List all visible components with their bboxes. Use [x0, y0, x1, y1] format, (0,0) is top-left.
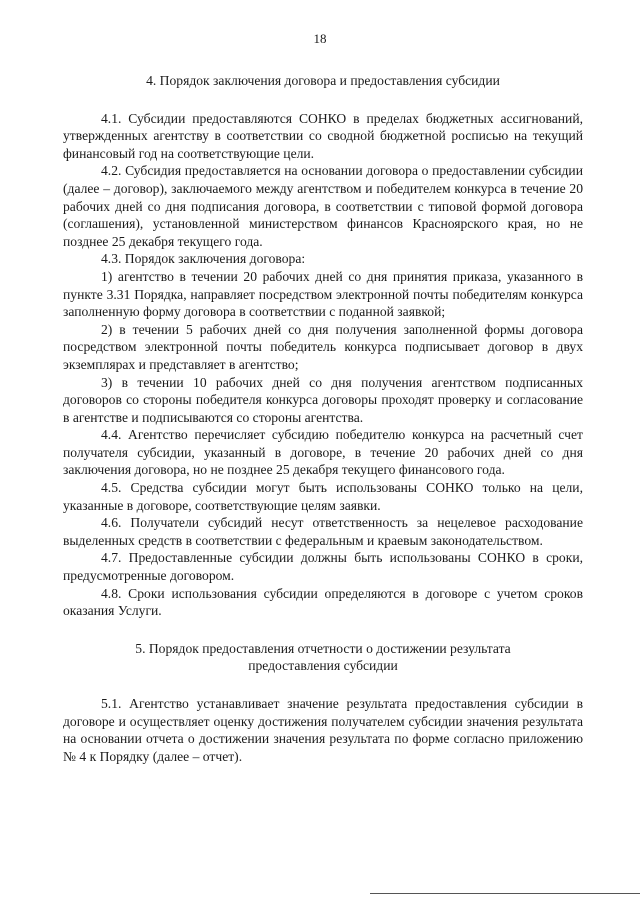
- paragraph-4-4: 4.4. Агентство перечисляет субсидию победителю конкурса на расчетный счет получателя субсидии, указанный в договоре, в течение 20 рабочих дней со дня заключения договора, но не позднее 25 декабря текущего финансового года.: [63, 427, 583, 478]
- section-5-title-line-1: 5. Порядок предоставления отчетности о достижении результата: [135, 640, 511, 656]
- section-4-body: [63, 110, 583, 620]
- paragraph-4-3: 4.3. Порядок заключения договора:: [101, 251, 306, 267]
- page-number: 18: [313, 31, 327, 46]
- paragraph-4-1: 4.1. Субсидии предоставляются СОНКО в пределах бюджетных ассигнований, утвержденных агентству в соответствии со сводной бюджетной росписью на текущий финансовый год на соответствующие цели.: [63, 110, 583, 161]
- paragraph-4-7: 4.7. Предоставленные субсидии должны быть использованы СОНКО в сроки, предусмотренные договором.: [63, 550, 583, 584]
- paragraph-4-2: 4.2. Субсидия предоставляется на основании договора о предоставлении субсидии (далее – договор), заключаемого между агентством и победителем конкурса в течение 20 рабочих дней со дня подписания договора, в соответствии с типовой формой договора (соглашения), установленной министерством финансов Красноярского края, но не позднее 25 декабря текущего года.: [63, 163, 583, 249]
- paragraph-4-5: 4.5. Средства субсидии могут быть использованы СОНКО только на цели, указанные в договоре, соответствующие целям заявки.: [63, 480, 583, 513]
- section-5-body: [63, 695, 583, 765]
- paragraph-5-1: 5.1. Агентство устанавливает значение результата предоставления субсидии в договоре и осуществляет оценку достижения получателем субсидии значения результата на основании отчета о достижении значения результата по форме согласно приложению № 4 к Порядку (далее – отчет).: [63, 696, 583, 764]
- paragraph-4-6: 4.6. Получатели субсидий несут ответственность за нецелевое расходование выделенных средств в соответствии с федеральным и краевым законодательством.: [63, 515, 583, 548]
- section-5-title: [63, 640, 583, 675]
- footer-rule: [370, 893, 640, 894]
- paragraph-4-3-item-3: 3) в течении 10 рабочих дней со дня получения агентством подписанных договоров со стороны победителя конкурса договоры проходят проверку и согласование в агентстве и подписываются со стороны агентства.: [63, 374, 583, 425]
- paragraph-4-8: 4.8. Сроки использования субсидии определяются в договоре с учетом сроков оказания Услуги.: [63, 585, 583, 619]
- section-5-title-line-2: предоставления субсидии: [248, 658, 398, 674]
- paragraph-4-3-item-2: 2) в течении 5 рабочих дней со дня получения заполненной формы договора посредством электронной почты победитель конкурса подписывает договор в двух экземплярах и представляет в агентство;: [63, 321, 583, 372]
- document-content: [63, 68, 583, 765]
- section-4-title: 4. Порядок заключения договора и предоставления субсидии: [146, 73, 500, 88]
- paragraph-4-3-item-1: 1) агентство в течении 20 рабочих дней со дня принятия приказа, указанного в пункте 3.31 Порядка, направляет посредством электронной почты победителям конкурса заполненную форму договора в соответствии с поданной заявкой;: [63, 268, 583, 320]
